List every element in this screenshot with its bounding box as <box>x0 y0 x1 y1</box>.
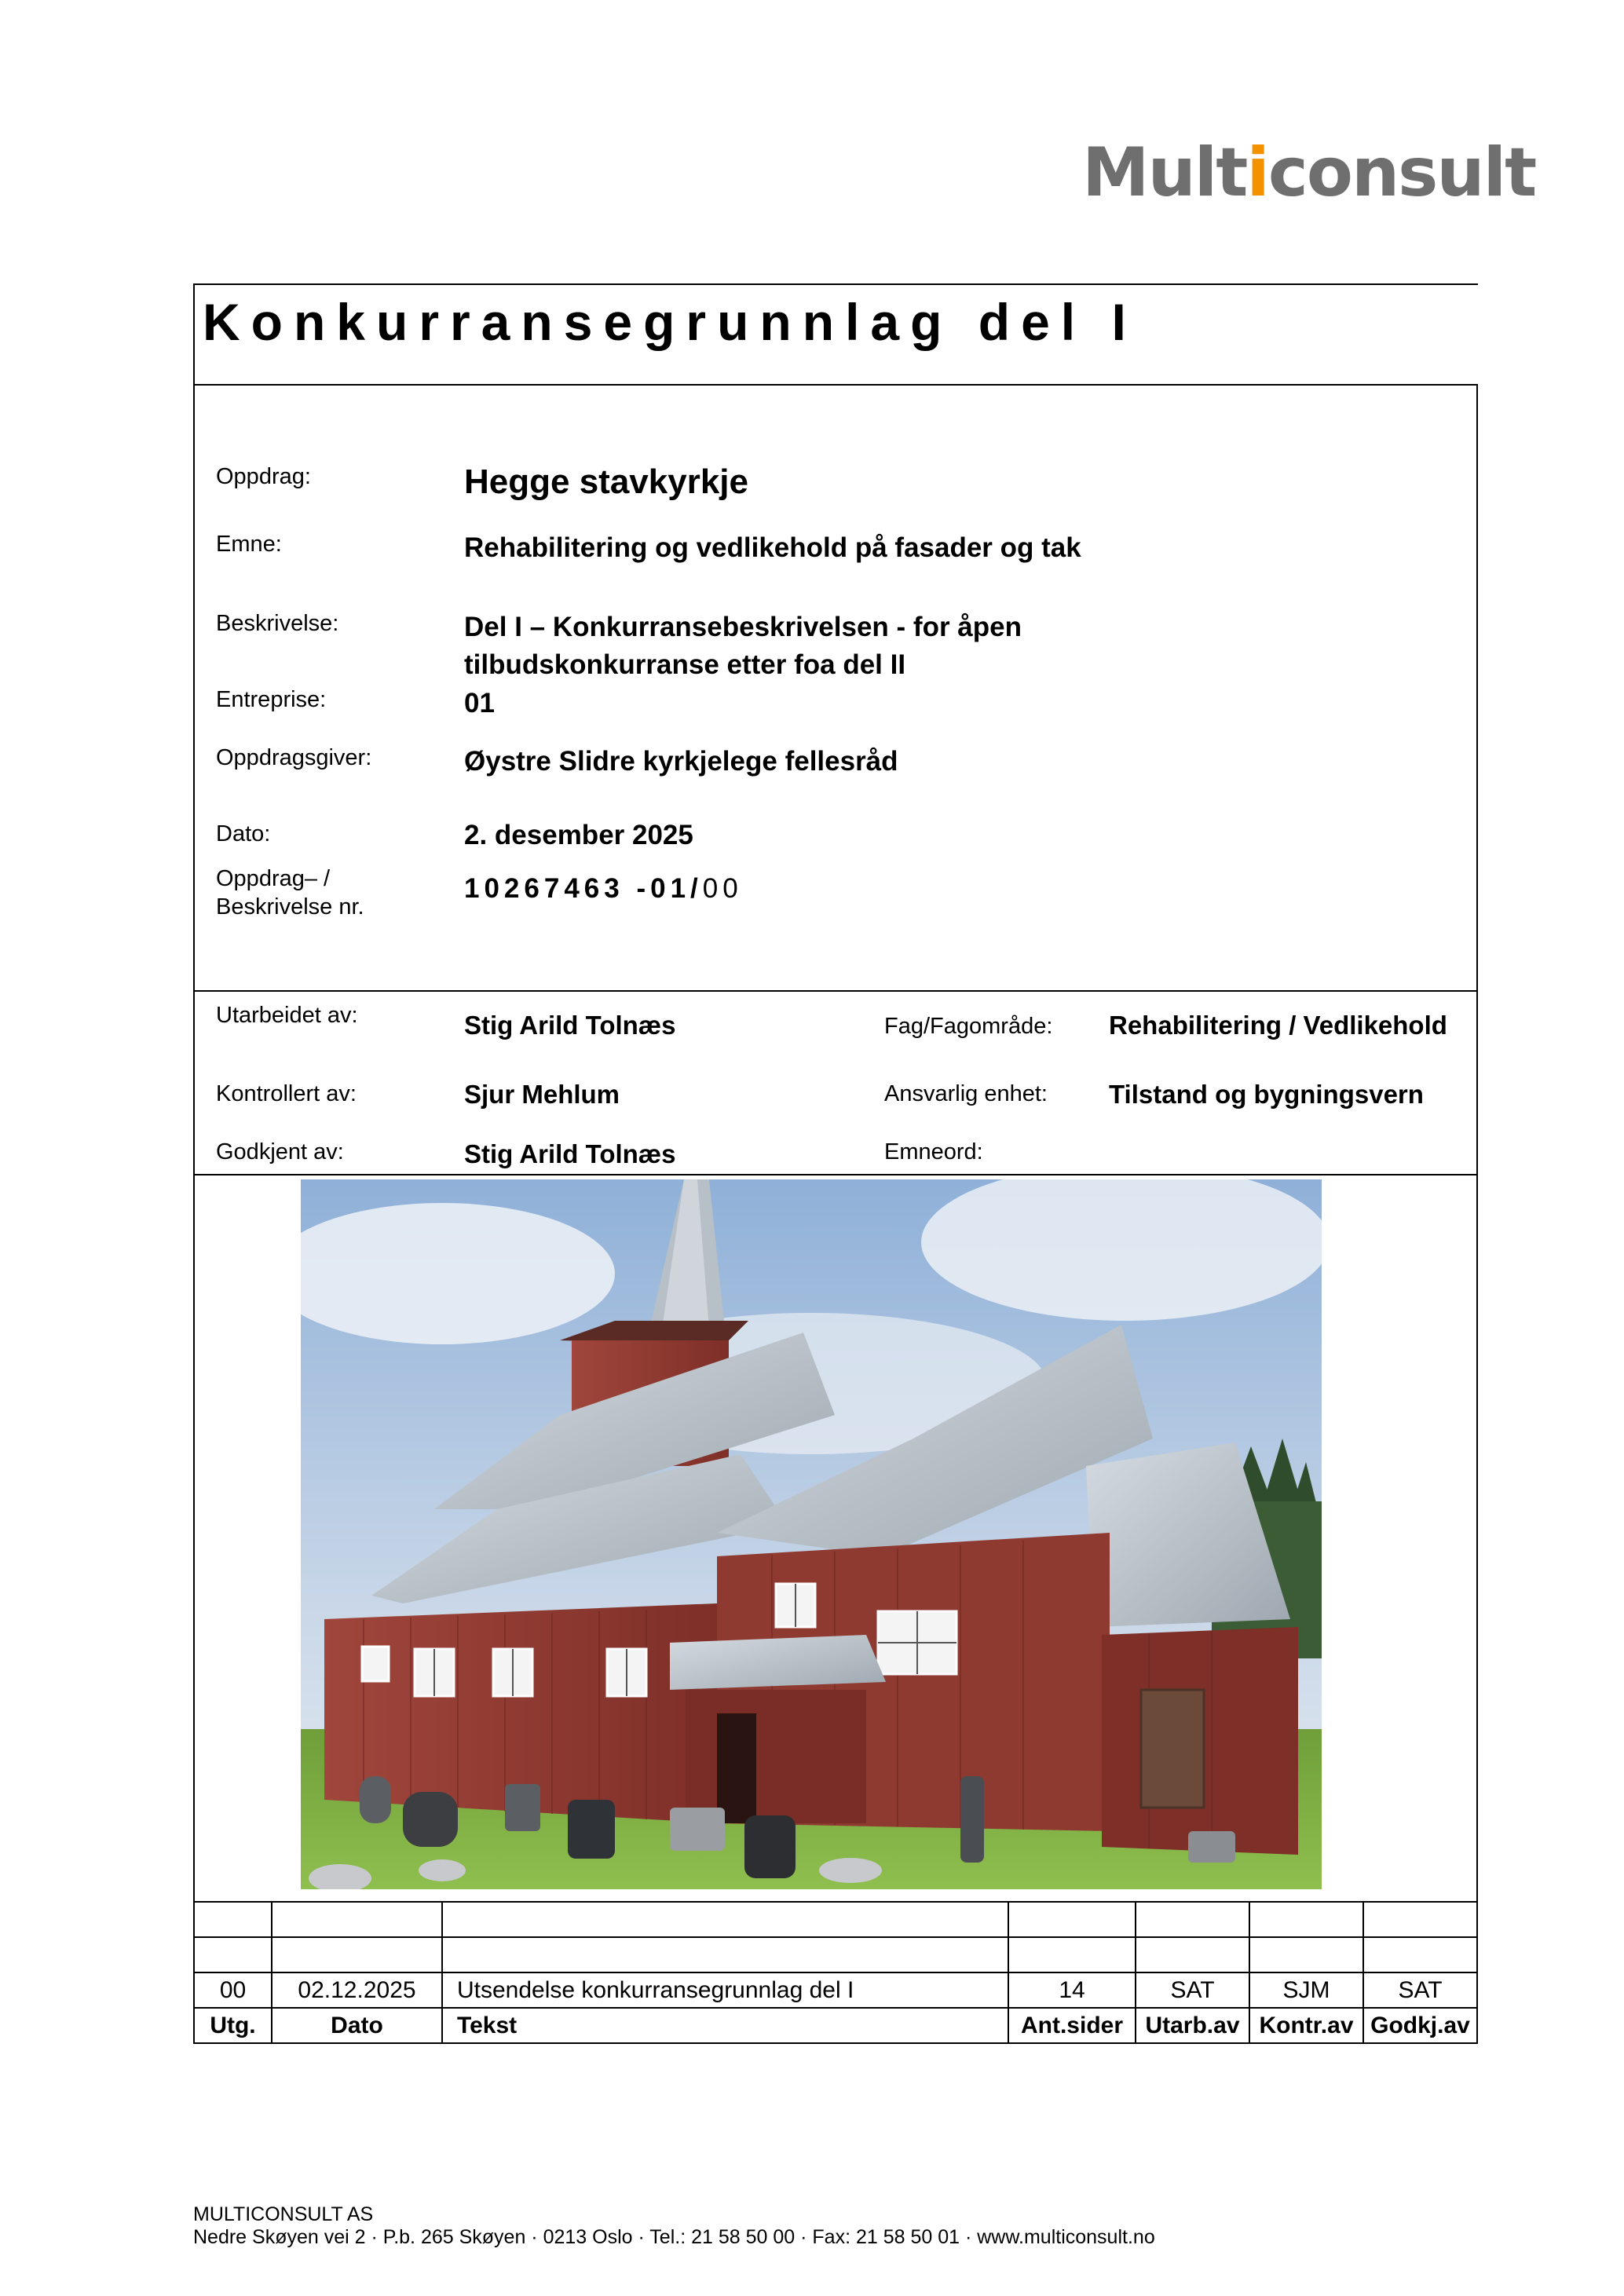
revision-cell <box>272 1902 442 1937</box>
revision-header-cell: Godkj.av <box>1363 2008 1477 2043</box>
revision-cell <box>1363 1902 1477 1937</box>
revision-header-cell: Utg. <box>194 2008 272 2043</box>
revision-table <box>193 1901 1478 2044</box>
revision-header-cell: Ant.sider <box>1008 2008 1136 2043</box>
logo-text-dot: i <box>1246 133 1268 212</box>
info-box <box>193 384 1478 992</box>
entreprise-label: Entreprise: <box>216 687 327 712</box>
revision-cell <box>1008 1902 1136 1937</box>
multiconsult-logo <box>1082 133 1536 212</box>
revision-cell <box>1363 1937 1477 1972</box>
utarbeidet-value: Stig Arild Tolnæs <box>464 1011 676 1040</box>
revision-cell <box>1249 1902 1363 1937</box>
revision-header-cell: Kontr.av <box>1249 2008 1363 2043</box>
revision-row <box>194 1902 1477 1937</box>
revision-cell <box>194 1902 272 1937</box>
revision-cell <box>1249 1937 1363 1972</box>
godkjent-value: Stig Arild Tolnæs <box>464 1139 676 1168</box>
revision-cell <box>442 1937 1008 1972</box>
revision-cell: SAT <box>1136 1972 1249 2008</box>
revision-cell <box>1008 1937 1136 1972</box>
dato-label: Dato: <box>216 821 271 846</box>
beskrivelse-value-line1: Del I – Konkurransebeskrivelsen - for åpen <box>464 612 1022 642</box>
oppdrag-value: Hegge stavkyrkje <box>464 462 748 501</box>
kontrollert-value: Sjur Mehlum <box>464 1080 620 1109</box>
emne-value: Rehabilitering og vedlikehold på fasader og tak <box>464 532 1081 563</box>
ansvarlig-value: Tilstand og bygningsvern <box>1109 1080 1424 1109</box>
revision-cell: SJM <box>1249 1972 1363 2008</box>
oppdrag-label: Oppdrag: <box>216 464 311 489</box>
emne-label: Emne: <box>216 532 282 557</box>
fag-value: Rehabilitering / Vedlikehold <box>1109 1011 1447 1040</box>
nr-label-line2: Beskrivelse nr. <box>216 894 364 919</box>
document-title: Konkurransegrunnlag del I <box>203 293 1137 351</box>
revision-cell: Utsendelse konkurransegrunnlag del I <box>442 1972 1008 2008</box>
revision-header-row <box>194 2008 1477 2043</box>
emneord-label: Emneord: <box>884 1139 983 1164</box>
nr-value-main: 10267463 -01/ <box>464 873 703 904</box>
revision-header-cell: Tekst <box>442 2008 1008 2043</box>
revision-row <box>194 1972 1477 2008</box>
oppdragsgiver-value: Øystre Slidre kyrkjelege fellesråd <box>464 746 898 777</box>
revision-cell <box>194 1937 272 1972</box>
revision-cell: 00 <box>194 1972 272 2008</box>
revision-cell <box>272 1937 442 1972</box>
revision-cell <box>1136 1937 1249 1972</box>
fag-label: Fag/Fagområde: <box>884 1014 1053 1039</box>
godkjent-label: Godkjent av: <box>216 1139 344 1164</box>
ansvarlig-label: Ansvarlig enhet: <box>884 1081 1048 1106</box>
oppdragsgiver-label: Oppdragsgiver: <box>216 745 372 770</box>
church-photo <box>301 1179 1322 1889</box>
nr-value <box>464 873 743 905</box>
utarbeidet-label: Utarbeidet av: <box>216 1003 358 1028</box>
beskrivelse-label: Beskrivelse: <box>216 611 339 636</box>
revision-header-cell: Dato <box>272 2008 442 2043</box>
nr-value-suffix: 00 <box>702 873 743 904</box>
revision-cell: SAT <box>1363 1972 1477 2008</box>
logo-text-start: Mult <box>1082 133 1247 212</box>
dato-value: 2. desember 2025 <box>464 820 693 850</box>
nr-label-line1: Oppdrag– / <box>216 866 331 891</box>
revision-row <box>194 1937 1477 1972</box>
footer-address: Nedre Skøyen vei 2 · P.b. 265 Skøyen · 0213 Oslo · Tel.: 21 58 50 00 · Fax: 21 58 50 01 · www.multiconsult.no <box>193 2226 1155 2248</box>
revision-cell: 14 <box>1008 1972 1136 2008</box>
footer-company: MULTICONSULT AS <box>193 2203 374 2225</box>
revision-cell <box>442 1902 1008 1937</box>
revision-header-cell: Utarb.av <box>1136 2008 1249 2043</box>
beskrivelse-value-line2: tilbudskonkurranse etter foa del II <box>464 649 906 680</box>
entreprise-value: 01 <box>464 688 495 718</box>
logo-text-end: consult <box>1267 133 1536 212</box>
kontrollert-label: Kontrollert av: <box>216 1081 357 1106</box>
revision-cell <box>1136 1902 1249 1937</box>
revision-cell: 02.12.2025 <box>272 1972 442 2008</box>
